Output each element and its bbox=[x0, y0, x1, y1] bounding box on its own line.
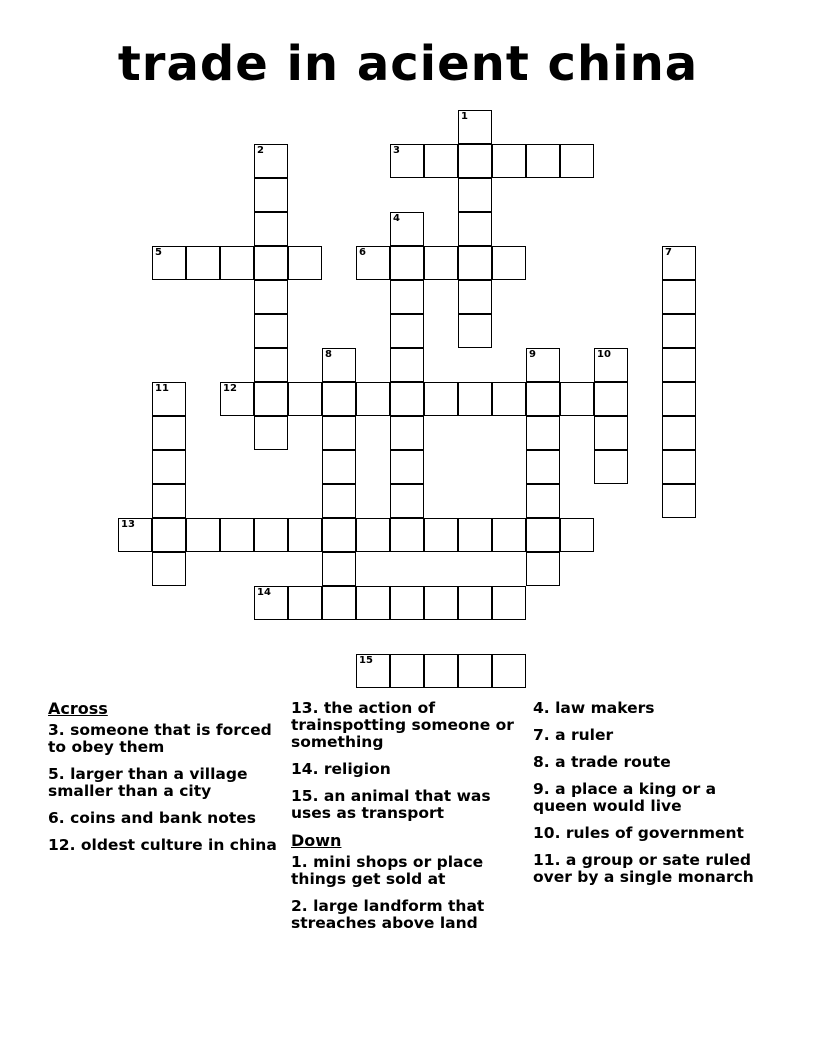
grid-cell[interactable] bbox=[356, 586, 390, 620]
clue-down-1[interactable]: 1. mini shops or place things get sold at bbox=[291, 853, 484, 888]
grid-cell[interactable] bbox=[662, 348, 696, 382]
grid-cell[interactable] bbox=[254, 314, 288, 348]
clue-number: 10 bbox=[597, 349, 611, 360]
page-title: trade in acient china bbox=[117, 36, 699, 92]
grid-cell[interactable] bbox=[356, 654, 390, 688]
grid-cell[interactable] bbox=[390, 212, 424, 246]
grid-cell[interactable] bbox=[186, 246, 220, 280]
grid-cell[interactable] bbox=[322, 552, 356, 586]
grid-cell[interactable] bbox=[458, 110, 492, 144]
grid-cell[interactable] bbox=[390, 484, 424, 518]
grid-cell[interactable] bbox=[492, 246, 526, 280]
grid-cell[interactable] bbox=[594, 416, 628, 450]
clue-across-12[interactable]: 12. oldest culture in china bbox=[48, 836, 277, 854]
grid-cell[interactable] bbox=[424, 246, 458, 280]
grid-cell[interactable] bbox=[288, 518, 322, 552]
grid-cell[interactable] bbox=[288, 246, 322, 280]
grid-cell[interactable] bbox=[322, 586, 356, 620]
grid-cell[interactable] bbox=[152, 552, 186, 586]
clue-number: 8 bbox=[325, 349, 332, 360]
grid-cell[interactable] bbox=[254, 586, 288, 620]
grid-cell[interactable] bbox=[526, 450, 560, 484]
grid-cell[interactable] bbox=[390, 416, 424, 450]
grid-cell[interactable] bbox=[390, 348, 424, 382]
down-heading: Down bbox=[291, 831, 342, 850]
clue-number: 13 bbox=[121, 519, 135, 530]
grid-cell[interactable] bbox=[458, 280, 492, 314]
grid-cell[interactable] bbox=[662, 484, 696, 518]
grid-cell[interactable] bbox=[594, 382, 628, 416]
clue-down-4[interactable]: 4. law makers bbox=[533, 699, 655, 717]
grid-cell[interactable] bbox=[390, 144, 424, 178]
clue-number: 3 bbox=[393, 145, 400, 156]
grid-cell[interactable] bbox=[254, 144, 288, 178]
grid-cell[interactable] bbox=[560, 382, 594, 416]
across-heading: Across bbox=[48, 699, 108, 718]
grid-cell[interactable] bbox=[662, 382, 696, 416]
grid-cell[interactable] bbox=[254, 178, 288, 212]
clue-number: 11 bbox=[155, 383, 169, 394]
grid-cell[interactable] bbox=[424, 518, 458, 552]
grid-cell[interactable] bbox=[662, 450, 696, 484]
grid-cell[interactable] bbox=[152, 484, 186, 518]
grid-cell[interactable] bbox=[458, 654, 492, 688]
grid-cell[interactable] bbox=[322, 416, 356, 450]
grid-cell[interactable] bbox=[390, 518, 424, 552]
grid-cell[interactable] bbox=[152, 518, 186, 552]
clue-across-13[interactable]: 13. the action of trainspotting someone or something bbox=[291, 699, 514, 751]
grid-cell[interactable] bbox=[458, 314, 492, 348]
clue-number: 1 bbox=[461, 111, 468, 122]
grid-cell[interactable] bbox=[458, 246, 492, 280]
grid-cell[interactable] bbox=[526, 518, 560, 552]
grid-cell[interactable] bbox=[390, 246, 424, 280]
grid-cell[interactable] bbox=[560, 518, 594, 552]
grid-cell[interactable] bbox=[526, 382, 560, 416]
grid-cell[interactable] bbox=[594, 450, 628, 484]
clue-number: 9 bbox=[529, 349, 536, 360]
clue-across-3[interactable]: 3. someone that is forced to obey them bbox=[48, 721, 272, 756]
grid-cell[interactable] bbox=[118, 518, 152, 552]
clue-down-11[interactable]: 11. a group or sate ruled over by a single monarch bbox=[533, 851, 754, 886]
clue-column-2 bbox=[291, 700, 527, 942]
clue-number: 5 bbox=[155, 247, 162, 258]
grid-cell[interactable] bbox=[254, 280, 288, 314]
clue-down-8[interactable]: 8. a trade route bbox=[533, 753, 671, 771]
grid-cell[interactable] bbox=[526, 348, 560, 382]
clue-down-7[interactable]: 7. a ruler bbox=[533, 726, 614, 744]
clue-number: 12 bbox=[223, 383, 237, 394]
grid-cell[interactable] bbox=[322, 348, 356, 382]
grid-cell[interactable] bbox=[152, 382, 186, 416]
grid-cell[interactable] bbox=[458, 586, 492, 620]
grid-cell[interactable] bbox=[254, 518, 288, 552]
grid-cell[interactable] bbox=[424, 654, 458, 688]
grid-cell[interactable] bbox=[662, 246, 696, 280]
grid-cell[interactable] bbox=[458, 518, 492, 552]
grid-cell[interactable] bbox=[424, 586, 458, 620]
grid-cell[interactable] bbox=[322, 382, 356, 416]
clue-across-15[interactable]: 15. an animal that was uses as transport bbox=[291, 787, 491, 822]
grid-cell[interactable] bbox=[390, 314, 424, 348]
grid-cell[interactable] bbox=[356, 518, 390, 552]
clue-column-3 bbox=[533, 700, 769, 896]
grid-cell[interactable] bbox=[220, 518, 254, 552]
clue-number: 14 bbox=[257, 587, 271, 598]
grid-cell[interactable] bbox=[458, 144, 492, 178]
grid-cell[interactable] bbox=[152, 450, 186, 484]
grid-cell[interactable] bbox=[390, 586, 424, 620]
grid-cell[interactable] bbox=[526, 416, 560, 450]
grid-cell[interactable] bbox=[322, 450, 356, 484]
grid-cell[interactable] bbox=[254, 212, 288, 246]
grid-cell[interactable] bbox=[322, 484, 356, 518]
grid-cell[interactable] bbox=[424, 144, 458, 178]
grid-cell[interactable] bbox=[390, 280, 424, 314]
grid-cell[interactable] bbox=[526, 484, 560, 518]
grid-cell[interactable] bbox=[152, 416, 186, 450]
clue-down-2[interactable]: 2. large landform that streaches above land bbox=[291, 897, 485, 932]
grid-cell[interactable] bbox=[492, 382, 526, 416]
grid-cell[interactable] bbox=[458, 178, 492, 212]
grid-cell[interactable] bbox=[220, 382, 254, 416]
grid-cell[interactable] bbox=[526, 552, 560, 586]
grid-cell[interactable] bbox=[322, 518, 356, 552]
clue-column-1 bbox=[48, 700, 284, 864]
grid-cell[interactable] bbox=[492, 654, 526, 688]
clue-number: 4 bbox=[393, 213, 400, 224]
grid-cell[interactable] bbox=[254, 246, 288, 280]
clue-number: 2 bbox=[257, 145, 264, 156]
grid-cell[interactable] bbox=[390, 382, 424, 416]
clue-across-6[interactable]: 6. coins and bank notes bbox=[48, 809, 257, 827]
grid-cell[interactable] bbox=[662, 280, 696, 314]
grid-cell[interactable] bbox=[424, 382, 458, 416]
grid-cell[interactable] bbox=[458, 382, 492, 416]
clue-number: 15 bbox=[359, 655, 373, 666]
grid-cell[interactable] bbox=[390, 450, 424, 484]
clue-across-5[interactable]: 5. larger than a village smaller than a city bbox=[48, 765, 248, 800]
grid-cell[interactable] bbox=[492, 586, 526, 620]
grid-cell[interactable] bbox=[152, 246, 186, 280]
grid-cell[interactable] bbox=[288, 382, 322, 416]
grid-cell[interactable] bbox=[254, 382, 288, 416]
grid-cell[interactable] bbox=[254, 416, 288, 450]
grid-cell[interactable] bbox=[288, 586, 322, 620]
grid-cell[interactable] bbox=[594, 348, 628, 382]
clue-number: 7 bbox=[665, 247, 672, 258]
grid-cell[interactable] bbox=[254, 348, 288, 382]
grid-cell[interactable] bbox=[220, 246, 254, 280]
grid-cell[interactable] bbox=[390, 654, 424, 688]
grid-cell[interactable] bbox=[526, 144, 560, 178]
clue-number: 6 bbox=[359, 247, 366, 258]
grid-cell[interactable] bbox=[186, 518, 220, 552]
grid-cell[interactable] bbox=[492, 518, 526, 552]
grid-cell[interactable] bbox=[662, 314, 696, 348]
grid-cell[interactable] bbox=[458, 212, 492, 246]
grid-cell[interactable] bbox=[662, 416, 696, 450]
grid-cell[interactable] bbox=[356, 382, 390, 416]
grid-cell[interactable] bbox=[356, 246, 390, 280]
grid-cell[interactable] bbox=[560, 144, 594, 178]
grid-cell[interactable] bbox=[492, 144, 526, 178]
clue-down-9[interactable]: 9. a place a king or a queen would live bbox=[533, 780, 717, 815]
clue-down-10[interactable]: 10. rules of government bbox=[533, 824, 744, 842]
clue-across-14[interactable]: 14. religion bbox=[291, 760, 391, 778]
